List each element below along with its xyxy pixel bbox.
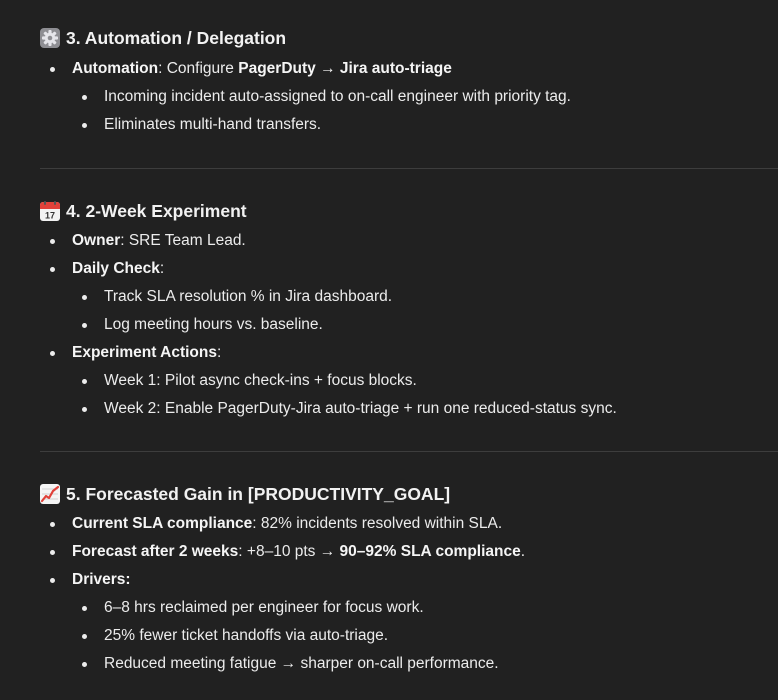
list-item bbox=[40, 510, 778, 538]
list-item bbox=[40, 55, 778, 83]
list-item bbox=[40, 566, 778, 594]
section-title: 3. Automation / Delegation bbox=[66, 27, 287, 48]
sub-list-item: Log meeting hours vs. baseline. bbox=[40, 311, 778, 339]
svg-text:17: 17 bbox=[44, 210, 56, 221]
item-text: : bbox=[159, 260, 165, 277]
list-item bbox=[40, 339, 778, 367]
sub-list-item: 25% fewer ticket handoffs via auto-triage. bbox=[40, 622, 778, 650]
item-label: Experiment Actions bbox=[72, 344, 217, 361]
item-text: : SRE Team Lead. bbox=[120, 232, 246, 249]
sub-list-item: 6–8 hrs reclaimed per engineer for focus work. bbox=[40, 594, 778, 622]
section-heading bbox=[40, 25, 778, 51]
section-heading bbox=[40, 198, 778, 224]
sub-list-item: Week 2: Enable PagerDuty-Jira auto-triage + run one reduced-status sync. bbox=[40, 395, 778, 423]
item-text: : +8–10 pts → bbox=[238, 543, 340, 560]
sub-list-item: Track SLA resolution % in Jira dashboard. bbox=[40, 283, 778, 311]
item-label: Owner bbox=[72, 232, 121, 249]
item-bold-text: 90–92% SLA compliance bbox=[339, 543, 521, 560]
sub-list-item: Incoming incident auto-assigned to on-call engineer with priority tag. bbox=[40, 83, 778, 111]
section-automation bbox=[40, 0, 778, 139]
section-heading bbox=[40, 481, 778, 507]
chart-increasing-icon bbox=[40, 484, 60, 504]
section-forecast bbox=[40, 452, 778, 678]
item-suffix: . bbox=[520, 543, 526, 560]
calendar-icon bbox=[40, 201, 60, 221]
section-title: 4. 2-Week Experiment bbox=[66, 200, 247, 221]
list-item bbox=[40, 255, 778, 283]
item-label: Drivers: bbox=[72, 571, 131, 588]
item-label: Forecast after 2 weeks bbox=[72, 543, 239, 560]
item-bold-text: PagerDuty → Jira auto-triage bbox=[238, 60, 452, 77]
gear-icon bbox=[40, 28, 60, 48]
section-title: 5. Forecasted Gain in [PRODUCTIVITY_GOAL] bbox=[66, 483, 451, 504]
sub-list-item: Week 1: Pilot async check-ins + focus blocks. bbox=[40, 367, 778, 395]
list-item bbox=[40, 227, 778, 255]
item-label: Daily Check bbox=[72, 260, 160, 277]
item-text: : bbox=[217, 344, 222, 361]
item-text: : Configure bbox=[158, 60, 239, 77]
section-experiment bbox=[40, 169, 778, 423]
sub-list-item: Reduced meeting fatigue → sharper on-call performance. bbox=[40, 650, 778, 678]
sub-list-item: Eliminates multi-hand transfers. bbox=[40, 111, 778, 139]
document bbox=[40, 0, 778, 678]
list-item bbox=[40, 538, 778, 566]
item-text: : 82% incidents resolved within SLA. bbox=[252, 515, 503, 532]
item-label: Current SLA compliance bbox=[72, 515, 253, 532]
item-label: Automation bbox=[72, 60, 159, 77]
